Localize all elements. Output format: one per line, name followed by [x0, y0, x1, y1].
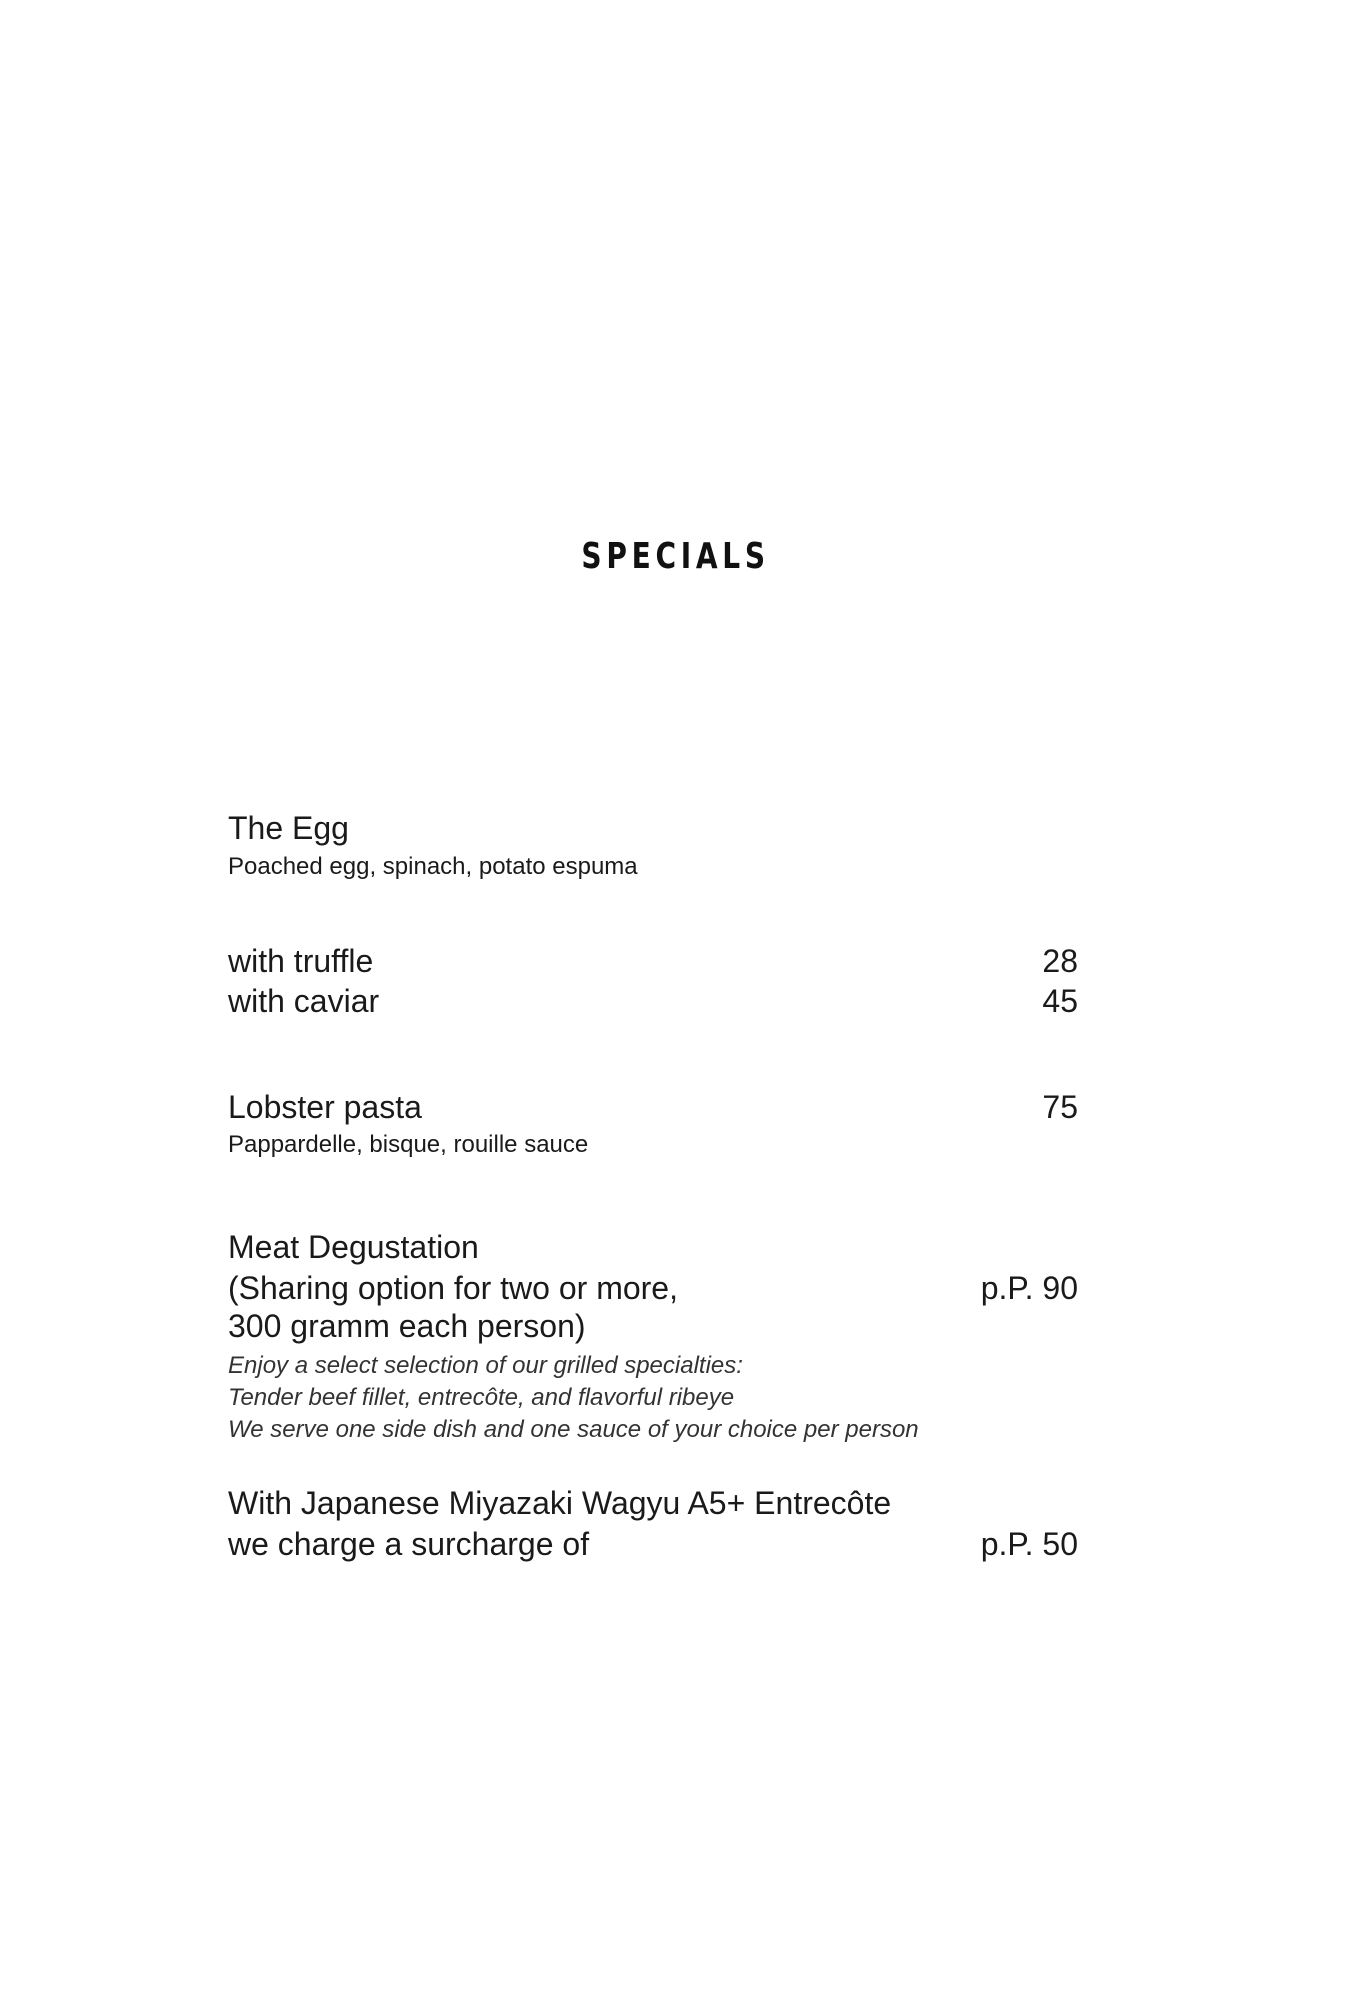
item-subline: we charge a surcharge of — [228, 1526, 590, 1562]
option-row-caviar — [228, 981, 1078, 1025]
item-price: p.P. 50 — [980, 1526, 1078, 1562]
wagyu-row — [228, 1483, 1078, 1527]
item-subline: (Sharing option for two or more, — [228, 1270, 678, 1306]
item-price: 75 — [1042, 1089, 1078, 1125]
item-note: Enjoy a select selection of our grilled specialties: — [228, 1352, 743, 1379]
menu-item-egg — [228, 808, 1078, 852]
menu-item-meat — [228, 1227, 1078, 1271]
item-description: Pappardelle, bisque, rouille sauce — [228, 1131, 589, 1158]
option-label: with caviar — [228, 983, 380, 1019]
item-name: Meat Degustation — [228, 1229, 479, 1265]
item-note: We serve one side dish and one sauce of your choice per person — [228, 1416, 919, 1443]
item-name: With Japanese Miyazaki Wagyu A5+ Entrecôte — [228, 1485, 892, 1521]
option-price: 45 — [1042, 983, 1078, 1019]
menu-item-lobster — [228, 1087, 1078, 1131]
wagyu-surcharge-row — [228, 1524, 1078, 1568]
page-title: SPECIALS — [581, 536, 770, 577]
item-subline: 300 gramm each person) — [228, 1308, 586, 1344]
item-price: p.P. 90 — [980, 1270, 1078, 1306]
item-name: Lobster pasta — [228, 1089, 422, 1125]
item-name: The Egg — [228, 810, 349, 846]
item-description: Poached egg, spinach, potato espuma — [228, 853, 638, 880]
item-note: Tender beef fillet, entrecôte, and flavorful ribeye — [228, 1384, 735, 1411]
meat-weight-row — [228, 1306, 1078, 1350]
option-label: with truffle — [228, 943, 374, 979]
option-price: 28 — [1042, 943, 1078, 979]
option-row-truffle — [228, 941, 1078, 985]
